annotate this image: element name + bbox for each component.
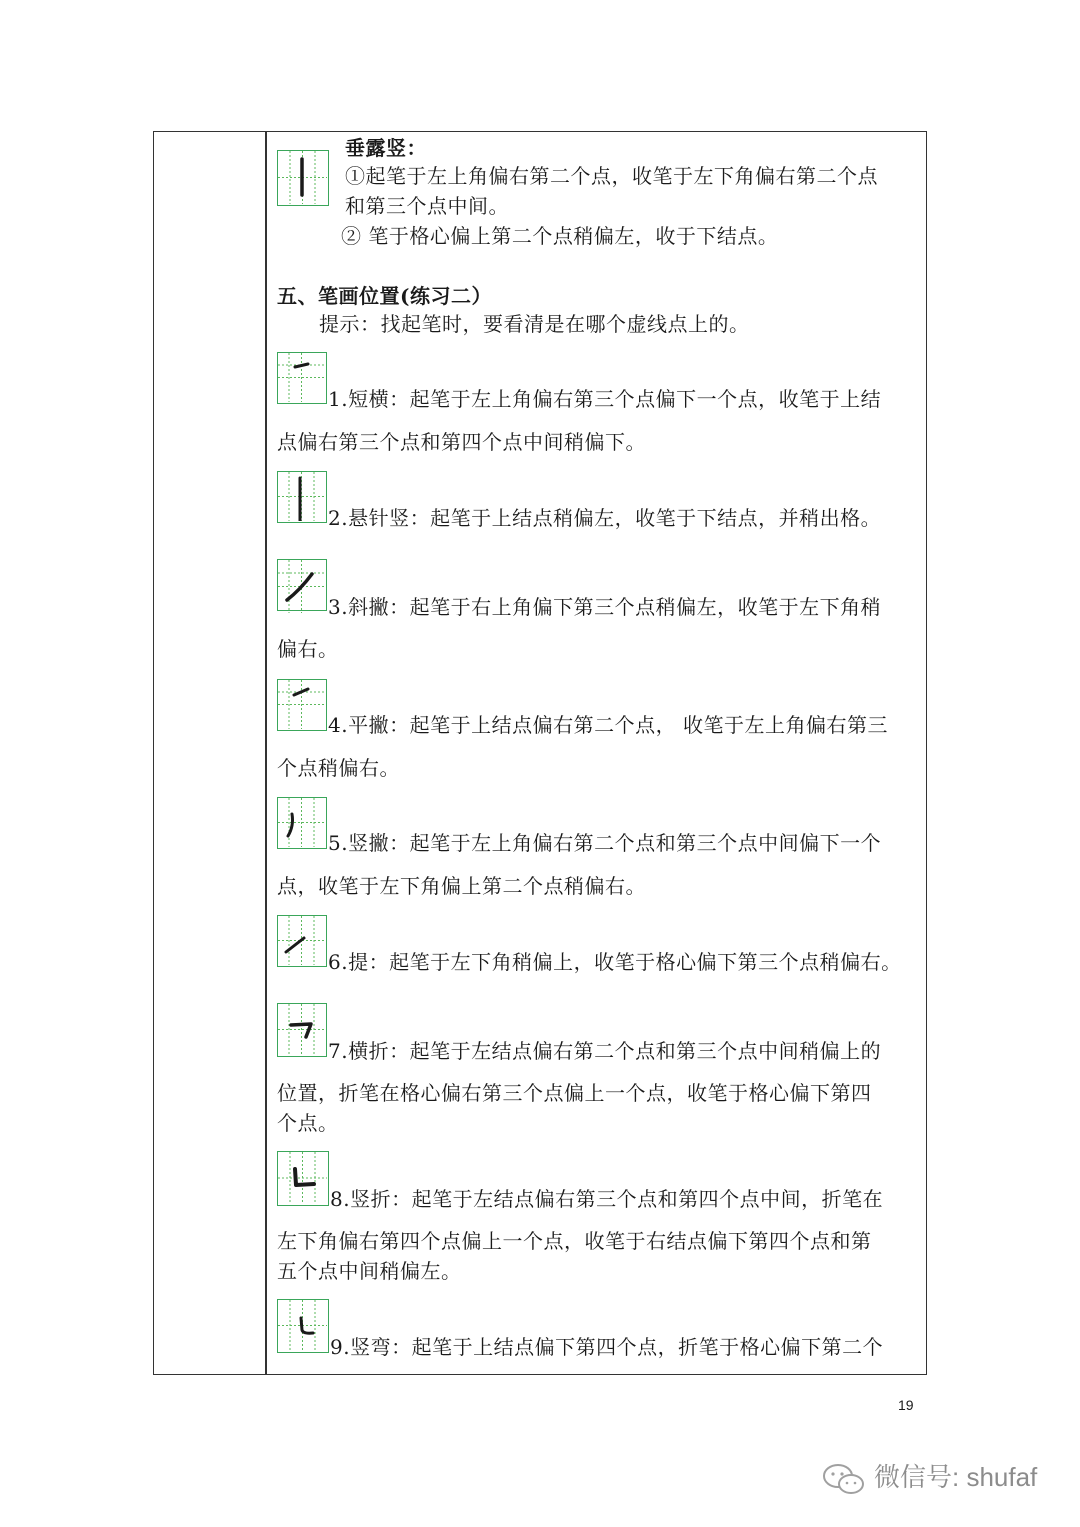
item-6-line-1: 6.提：起笔于左下角稍偏上，收笔于格心偏下第三个点稍偏右。 — [328, 950, 902, 974]
item-7-line-1: 7.横折：起笔于左结点偏右第二个点和第三个点中间稍偏上的 — [328, 1039, 882, 1063]
item-1-line-2: 点偏右第三个点和第四个点中间稍偏下。 — [277, 430, 646, 454]
practice-grid-xie-pie — [277, 559, 327, 611]
item-9-line-1: 9.竖弯：起笔于上结点偏下第四个点，折笔于格心偏下第二个 — [330, 1335, 884, 1359]
item-8-line-3: 五个点中间稍偏左。 — [277, 1259, 462, 1283]
chuilu-shu-line-1: ①起笔于左上角偏右第二个点，收笔于左下角偏右第二个点 — [345, 164, 878, 188]
item-7-line-3: 个点。 — [277, 1111, 339, 1135]
stroke-vertical-left-falling-icon — [278, 798, 325, 847]
item-8-line-1: 8.竖折：起笔于左结点偏右第三个点和第四个点中间，折笔在 — [330, 1187, 884, 1211]
item-8-line-2: 左下角偏右第四个点偏上一个点，收笔于右结点偏下第四个点和第 — [277, 1229, 872, 1253]
practice-grid-shu-wan — [277, 1299, 329, 1353]
practice-grid-chuilu-shu — [277, 150, 329, 206]
item-5-line-2: 点，收笔于左下角偏上第二个点稍偏右。 — [277, 874, 646, 898]
section-heading-five: 五、笔画位置(练习二） — [277, 284, 492, 308]
practice-grid-duan-heng — [277, 352, 327, 404]
practice-grid-shu-zhe — [277, 1151, 329, 1206]
stroke-flat-left-falling-icon — [278, 680, 325, 729]
stroke-slant-left-falling-icon — [278, 560, 325, 613]
chuilu-shu-line-2: 和第三个点中间。 — [345, 194, 509, 218]
page-number: 19 — [898, 1397, 914, 1413]
practice-grid-xuanzhen-shu — [277, 471, 327, 523]
section-hint: 提示：找起笔时，要看清是在哪个虚线点上的。 — [319, 312, 750, 336]
practice-grid-shu-pie — [277, 797, 327, 849]
chuilu-shu-line-3: ② 笔于格心偏上第二个点稍偏左，收于下结点。 — [341, 224, 779, 248]
stroke-horizontal-turn-icon — [278, 1004, 325, 1055]
item-7-line-2: 位置，折笔在格心偏右第三个点偏上一个点，收笔于格心偏下第四 — [277, 1081, 872, 1105]
practice-grid-ping-pie — [277, 679, 327, 731]
item-3-line-1: 3.斜撇：起笔于右上角偏下第三个点稍偏左，收笔于左下角稍 — [328, 595, 882, 619]
stroke-vertical-icon — [278, 151, 327, 204]
item-1-line-1: 1.短横：起笔于左上角偏右第三个点偏下一个点，收笔于上结 — [328, 387, 882, 411]
item-4-line-1: 4.平撇：起笔于上结点偏右第二个点， 收笔于左上角偏右第三 — [328, 713, 888, 737]
stroke-vertical-turn-icon — [278, 1152, 327, 1204]
wechat-icon — [820, 1460, 868, 1498]
item-4-line-2: 个点稍偏右。 — [277, 756, 400, 780]
item-2-line-1: 2.悬针竖：起笔于上结点稍偏左，收笔于下结点，并稍出格。 — [328, 506, 882, 530]
item-5-line-1: 5.竖撇：起笔于左上角偏右第二个点和第三个点中间偏下一个 — [328, 831, 882, 855]
practice-grid-ti — [277, 915, 327, 967]
stroke-short-horizontal-icon — [278, 353, 325, 402]
practice-grid-heng-zhe — [277, 1003, 327, 1057]
stroke-vertical-bend-icon — [278, 1300, 327, 1351]
section-title-chuilu-shu: 垂露竖： — [345, 136, 427, 160]
stroke-hanging-needle-icon — [278, 472, 325, 521]
stroke-rising-icon — [278, 916, 325, 965]
watermark-text: 微信号: shufaf — [874, 1462, 1038, 1492]
item-3-line-2: 偏右。 — [277, 637, 339, 661]
